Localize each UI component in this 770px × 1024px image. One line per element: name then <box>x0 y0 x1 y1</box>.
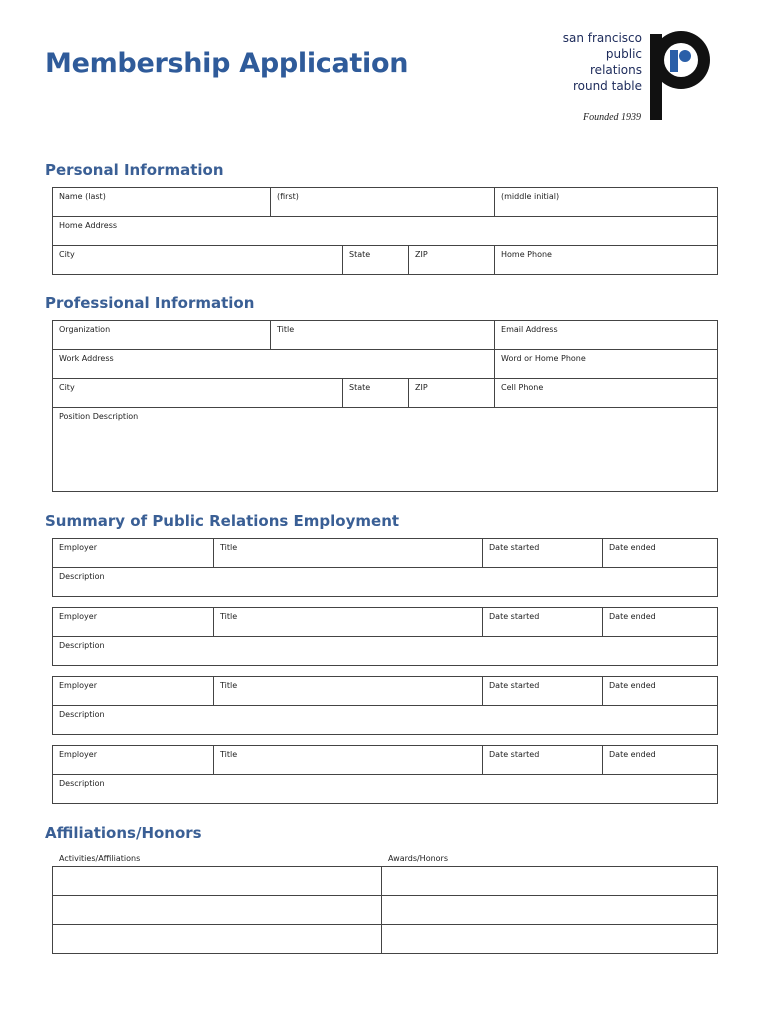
logo-line: public <box>605 47 642 61</box>
employment-title-field[interactable]: Title <box>214 746 483 775</box>
date-started-field[interactable]: Date started <box>483 677 603 706</box>
organization-field[interactable]: Organization <box>53 321 271 350</box>
logo-line: round table <box>572 79 642 93</box>
city-field[interactable]: City <box>53 246 343 275</box>
work-zip-field[interactable]: ZIP <box>409 379 495 408</box>
employer-field[interactable]: Employer <box>53 539 214 568</box>
employment-title-field[interactable]: Title <box>214 539 483 568</box>
position-description-field[interactable]: Position Description <box>53 408 718 492</box>
logo-line: relations <box>590 63 642 77</box>
date-ended-field[interactable]: Date ended <box>603 539 718 568</box>
section-heading-personal: Personal Information <box>45 161 224 179</box>
work-state-field[interactable]: State <box>343 379 409 408</box>
date-ended-field[interactable]: Date ended <box>603 746 718 775</box>
founded-text: Founded 1939 <box>583 112 642 123</box>
activities-label: Activities/Affiliations <box>59 854 141 863</box>
date-started-field[interactable]: Date started <box>483 746 603 775</box>
job-title-field[interactable]: Title <box>271 321 495 350</box>
logo-line: san francisco <box>562 31 642 45</box>
date-started-field[interactable]: Date started <box>483 608 603 637</box>
work-city-field[interactable]: City <box>53 379 343 408</box>
section-heading-employment: Summary of Public Relations Employment <box>45 512 400 530</box>
org-logo-text <box>563 30 642 94</box>
activities-field[interactable] <box>53 925 382 954</box>
employment-description-field[interactable]: Description <box>53 637 718 666</box>
section-heading-professional: Professional Information <box>45 294 255 312</box>
work-phone-field[interactable]: Word or Home Phone <box>495 350 718 379</box>
personal-info-table <box>52 187 718 275</box>
name-middle-field[interactable]: (middle initial) <box>495 188 718 217</box>
employment-entry-table <box>52 676 718 735</box>
date-ended-field[interactable]: Date ended <box>603 608 718 637</box>
section-heading-affiliations: Affiliations/Honors <box>45 824 202 842</box>
employment-description-field[interactable]: Description <box>53 568 718 597</box>
name-first-field[interactable]: (first) <box>271 188 495 217</box>
cell-phone-field[interactable]: Cell Phone <box>495 379 718 408</box>
employment-description-field[interactable]: Description <box>53 706 718 735</box>
employment-entry-table <box>52 538 718 597</box>
email-field[interactable]: Email Address <box>495 321 718 350</box>
employment-description-field[interactable]: Description <box>53 775 718 804</box>
affiliations-table <box>52 866 718 954</box>
work-address-field[interactable]: Work Address <box>53 350 495 379</box>
awards-field[interactable] <box>382 896 718 925</box>
home-phone-field[interactable]: Home Phone <box>495 246 718 275</box>
awards-field[interactable] <box>382 867 718 896</box>
professional-info-table <box>52 320 718 492</box>
employment-entry-table <box>52 607 718 666</box>
activities-field[interactable] <box>53 896 382 925</box>
home-address-field[interactable]: Home Address <box>53 217 718 246</box>
employment-title-field[interactable]: Title <box>214 677 483 706</box>
employer-field[interactable]: Employer <box>53 677 214 706</box>
awards-label: Awards/Honors <box>388 854 449 863</box>
name-last-field[interactable]: Name (last) <box>53 188 271 217</box>
awards-field[interactable] <box>382 925 718 954</box>
activities-field[interactable] <box>53 867 382 896</box>
employer-field[interactable]: Employer <box>53 608 214 637</box>
employment-entry-table <box>52 745 718 804</box>
state-field[interactable]: State <box>343 246 409 275</box>
employment-title-field[interactable]: Title <box>214 608 483 637</box>
logo-p-icon <box>648 30 712 122</box>
date-started-field[interactable]: Date started <box>483 539 603 568</box>
zip-field[interactable]: ZIP <box>409 246 495 275</box>
date-ended-field[interactable]: Date ended <box>603 677 718 706</box>
page-title: Membership Application <box>45 48 409 79</box>
employer-field[interactable]: Employer <box>53 746 214 775</box>
